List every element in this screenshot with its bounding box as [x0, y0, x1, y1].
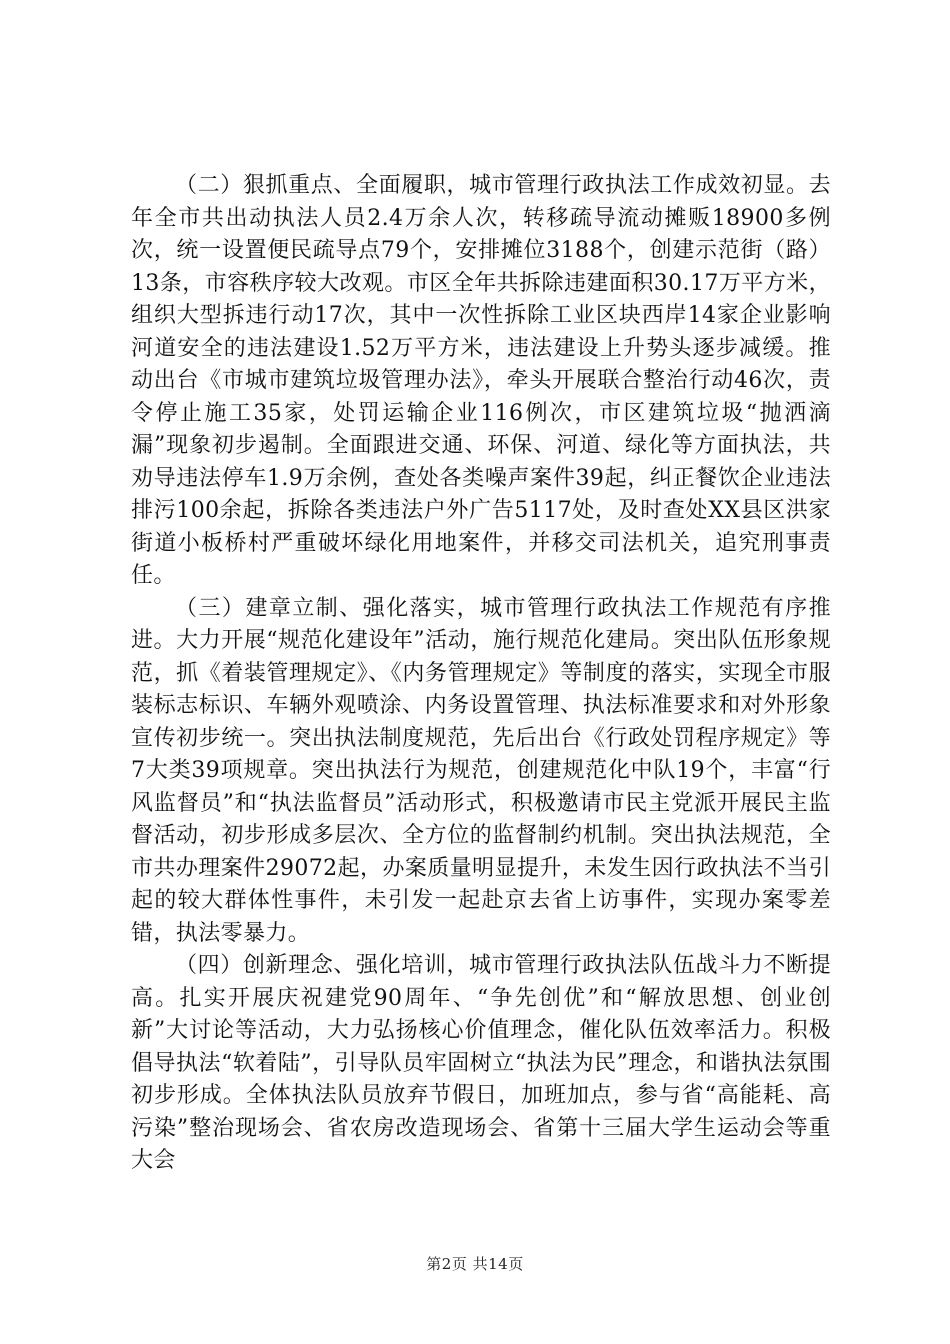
page-number-footer: 第2页 共14页	[426, 1255, 524, 1273]
paragraph-2: （二）狠抓重点、全面履职，城市管理行政执法工作成效初显。去年全市共出动执法人员2.4万余人次，转移疏导流动摊贩18900多例次，统一设置便民疏导点79个，安排摊位3188个，创建示范街（路）13条，市容秩序较大改观。市区全年共拆除违建面积30.17万平方米，组织大型拆违行动17次，其中一次性拆除工业区块西岸14家企业影响河道安全的违法建设1.52万平方米，违法建设上升势头逐步减缓。推动出台《市城市建筑垃圾管理办法》，牵头开展联合整治行动46次，责令停止施工35家，处罚运输企业116例次，市区建筑垃圾“抛洒滴漏”现象初步遏制。全面跟进交通、环保、河道、绿化等方面执法，共劝导违法停车1.9万余例，查处各类噪声案件39起，纠正餐饮企业违法排污100余起，拆除各类违法户外广告5117处，及时查处XX县区洪家街道小板桥村严重破坏绿化用地案件，并移交司法机关，追究刑事责任。	[131, 173, 831, 588]
document-body	[131, 170, 831, 1178]
paragraph-4: （四）创新理念、强化培训，城市管理行政执法队伍战斗力不断提高。扎实开展庆祝建党90周年、“争先创优”和“解放思想、创业创新”大讨论等活动，大力弘扬核心价值理念，催化队伍效率活力。积极倡导执法“软着陆”，引导队员牢固树立“执法为民”理念，和谐执法氛围初步形成。全体执法队员放弃节假日，加班加点，参与省“高能耗、高污染”整治现场会、省农房改造现场会、省第十三届大学生运动会等重大会	[131, 953, 831, 1173]
paragraph-3: （三）建章立制、强化落实，城市管理行政执法工作规范有序推进。大力开展“规范化建设年”活动，施行规范化建局。突出队伍形象规范，抓《着装管理规定》、《内务管理规定》等制度的落实，实现全市服装标志标识、车辆外观喷涂、内务设置管理、执法标准要求和对外形象宣传初步统一。突出执法制度规范，先后出台《行政处罚程序规定》等7大类39项规章。突出执法行为规范，创建规范化中队19个，丰富“行风监督员”和“执法监督员”活动形式，积极邀请市民主党派开展民主监督活动，初步形成多层次、全方位的监督制约机制。突出执法规范，全市共办理案件29072起，办案质量明显提升，未发生因行政执法不当引起的较大群体性事件，未引发一起赴京去省上访事件，实现办案零差错，执法零暴力。	[131, 595, 831, 946]
